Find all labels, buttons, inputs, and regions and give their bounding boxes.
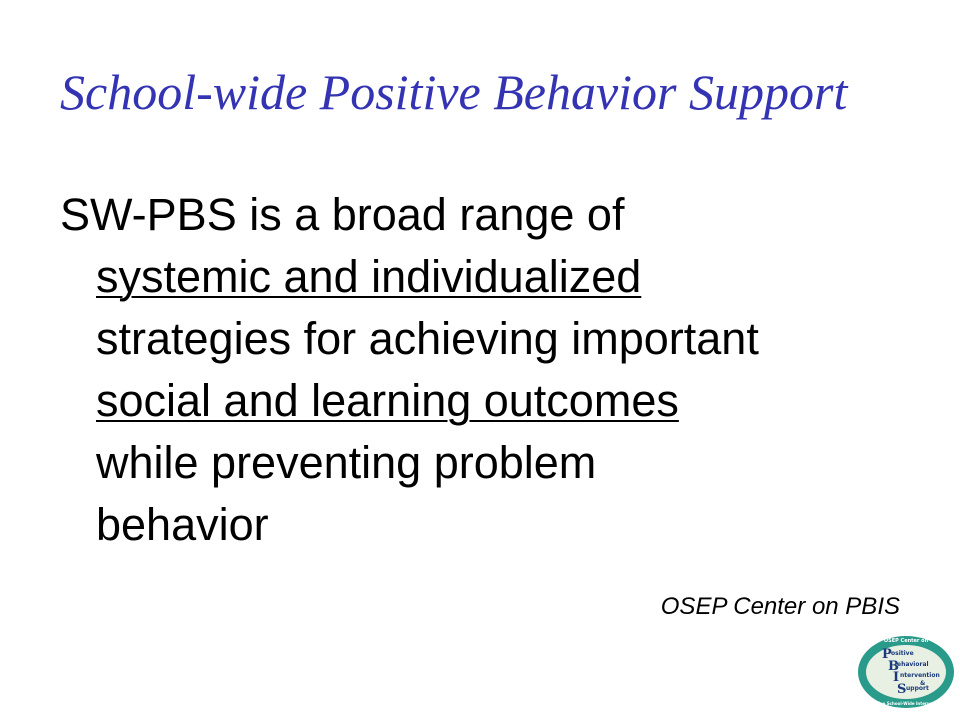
logo-word-intervention: ntervention	[900, 672, 940, 679]
body-line-6: behavior	[96, 499, 269, 550]
slide-body	[60, 184, 920, 556]
logo-letter-i: I	[893, 670, 900, 685]
logo-word-ampersand: &	[920, 680, 926, 687]
underlined-phrase-systemic: systemic and individualized	[96, 251, 642, 302]
underlined-phrase-outcomes: social and learning outcomes	[96, 375, 679, 426]
logo-letter-p: P	[882, 647, 892, 662]
source-citation: OSEP Center on PBIS	[660, 593, 900, 620]
logo-letter-b: B	[888, 659, 899, 674]
body-line-5: while preventing problem	[96, 437, 597, 488]
logo-letter-s: S	[897, 682, 907, 697]
slide-title: School-wide Positive Behavior Support	[60, 64, 848, 120]
pbis-logo	[856, 634, 956, 710]
logo-word-support: upport	[906, 685, 929, 692]
body-line-1: SW-PBS is a broad range of	[60, 189, 625, 240]
logo-top-text: OSEP Center on	[883, 638, 929, 644]
logo-bottom-text: Effective School-Wide Interventions	[865, 701, 947, 706]
body-line-3: strategies for achieving important	[96, 313, 759, 364]
logo-word-positive: ositive	[891, 650, 914, 657]
logo-word-behavioral: ehavioral	[897, 661, 929, 668]
body-line-2	[60, 246, 920, 308]
body-line-4	[60, 370, 920, 432]
